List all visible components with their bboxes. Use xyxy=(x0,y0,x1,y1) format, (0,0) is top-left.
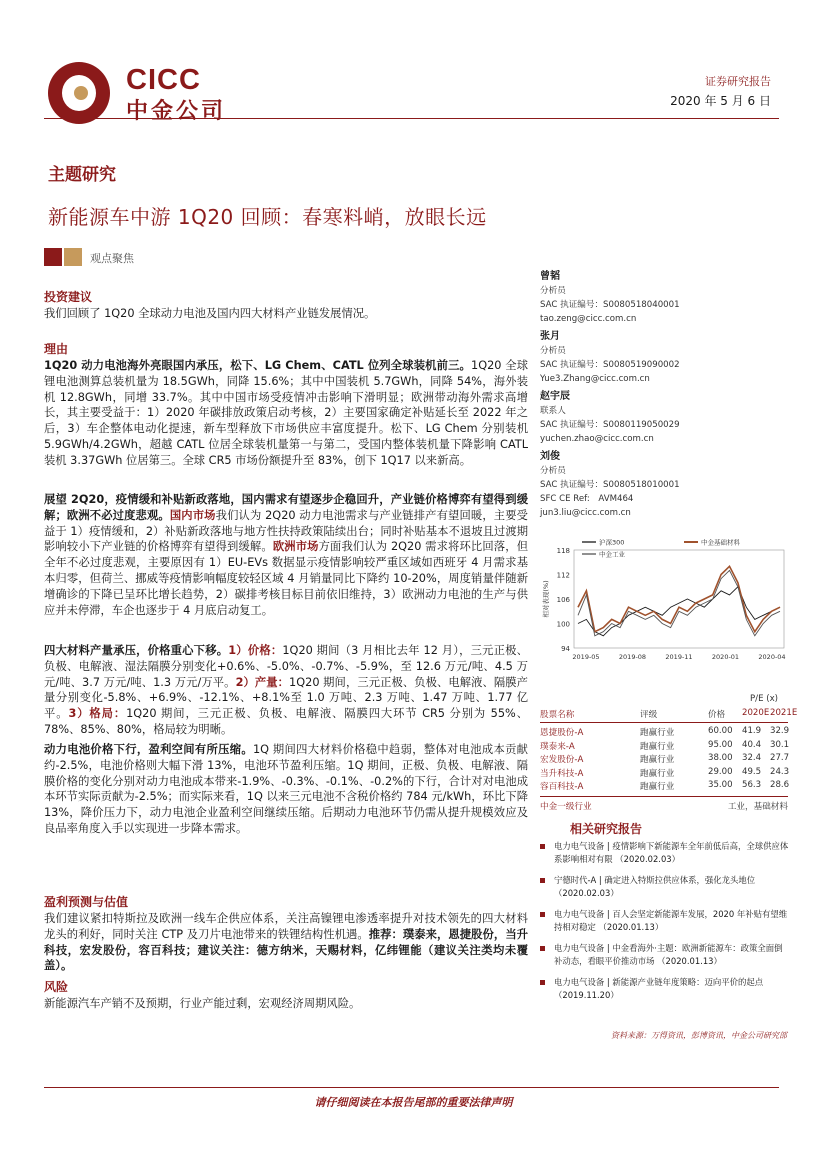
related-title: 相关研究报告 xyxy=(570,822,643,836)
y-axis-label: 相对表现(%) xyxy=(542,580,550,618)
chart-svg xyxy=(540,532,788,672)
related-icon xyxy=(540,820,562,836)
p3-pattern-body: 1Q20 期间，三元正极、负极、电解液、隔膜四大环节 CR5 分别为 55%、78%、85%、80%，格局较为明晰。 xyxy=(44,707,528,736)
cell-price: 95.00 xyxy=(708,739,733,750)
cell-pe2: 27.7 xyxy=(770,753,790,764)
col-price: 价格 xyxy=(708,710,726,720)
cell-pe1: 32.4 xyxy=(742,753,762,764)
cell-rating: 跑赢行业 xyxy=(640,728,675,738)
analyst-4 xyxy=(540,450,788,520)
invest-heading: 投资建议 xyxy=(44,290,93,304)
p2-cn-label: 国内市场 xyxy=(169,508,216,522)
p2-eu-label: 欧洲市场 xyxy=(272,540,319,554)
analyst-role: 分析员 xyxy=(540,466,566,476)
industry-value: 工业，基础材料 xyxy=(727,801,788,812)
cell-name[interactable]: 恩捷股份-A xyxy=(540,728,584,738)
cell-price: 35.00 xyxy=(708,780,733,791)
analyst-block xyxy=(540,270,788,520)
table-row xyxy=(540,753,788,767)
performance-chart xyxy=(540,532,788,672)
analyst-email[interactable]: jun3.liu@cicc.com.cn xyxy=(540,508,631,518)
related-item-text: 电力电气设备 | 百人会坚定新能源车发展，2020 年补贴有望维持相对稳定 （2020.01.13） xyxy=(554,909,788,932)
stock-table xyxy=(540,694,798,812)
cell-name[interactable]: 当升科技-A xyxy=(540,768,584,779)
p1-body: 1Q20 全球锂电池测算总装机量为 18.5GWh，同降 15.6%；其中中国装机 5.7GWh，同降 54%，海外装机 12.8GWh，同增 33.7%。其中中国市场受疫情冲击影响下滑明显；欧洲带动海外需求高增长，其主要受益于：1）2020 年碳排放政策启动考核，2）主要国家确定补贴延长至 2022 年之后，3）车企整体电动化提速，新车型释放下市场供应丰富度提升。松下、LG Chem 分别装机 5.9GWh/4.2GWh，超越 CATL 位居全球装机量第一与第二，受国内整体装机量下降影响 CATL 装机 3.37GWh 位居第三。全球 CR5 市场份额提升至 83%，创下 1Q17 以来新高。 xyxy=(44,359,528,467)
industry-label: 中金一级行业 xyxy=(540,801,592,812)
cell-rating: 跑赢行业 xyxy=(640,782,675,793)
report-type: 证券研究报告 xyxy=(705,75,771,88)
p3-pattern-label: 3）格局： xyxy=(68,707,127,721)
page-title: 新能源车中游 1Q20 回顾：春寒料峭，放眼长远 xyxy=(48,205,487,229)
related-item[interactable] xyxy=(540,976,790,1002)
y-tick-label: 94 xyxy=(561,645,570,653)
analyst-id: SAC 执证编号：S0080518010001 xyxy=(540,480,680,490)
cell-price: 29.00 xyxy=(708,766,733,777)
legend-label: 中金工业 xyxy=(599,550,625,559)
forecast-heading: 盈利预测与估值 xyxy=(44,895,129,909)
cell-pe2: 28.6 xyxy=(770,780,790,791)
analyst-3 xyxy=(540,390,788,446)
analyst-sfc: SFC CE Ref: AVM464 xyxy=(540,494,634,504)
col-pe2: 2021E xyxy=(770,708,798,718)
p4-body: 1Q 期间四大材料价格稳中趋弱，整体对电池成本贡献约-2.5%，电池价格则大幅下滑 13%，电池环节盈利压缩。1Q 期间，正极、负极、电解液、隔膜价格的变化分别对动力电池成本带来-1.9%、-0.3%、-0.1%、-0.2%的下行，合计对对电池成本环节实际贡献为-2.5%；而实际来看，1Q 以来三元电池不含税价格约 784 元/kWh，环比下降 13%，降价压力下，动力电池企业盈利空间继续压缩。后期动力电池环节仍需从提升规模效应及良品率角度入手以实现进一步降本需求。 xyxy=(44,743,528,835)
analyst-name: 刘俊 xyxy=(540,451,560,462)
p3-price-body: 1Q20 期间（3 月相比去年 12 月），三元正极、负极、电解液、湿法隔膜分别变化+0.6%、-5.0%、-0.7%、-5.9%，至 12.6 万元/吨、4.5 万元/吨、3.7 万元/吨、1.3 万元/万平。 xyxy=(44,644,528,689)
footer-rule xyxy=(44,1087,779,1088)
table-row xyxy=(540,726,788,740)
bullet-icon xyxy=(540,946,545,951)
forecast-paragraph xyxy=(44,911,528,974)
bullet-icon xyxy=(540,878,545,883)
table-footer xyxy=(540,796,788,812)
cell-pe2: 32.9 xyxy=(770,726,790,736)
col-name: 股票名称 xyxy=(540,710,575,720)
analyst-email[interactable]: yuchen.zhao@cicc.com.cn xyxy=(540,434,654,444)
legend-label: 沪深300 xyxy=(599,538,625,547)
related-item[interactable] xyxy=(540,942,790,968)
cell-rating: 跑赢行业 xyxy=(640,755,675,766)
reason-paragraph-4 xyxy=(44,742,528,837)
cell-pe1: 49.5 xyxy=(742,766,762,777)
table-header xyxy=(540,708,798,723)
analyst-name: 曾韬 xyxy=(540,271,560,282)
related-item[interactable] xyxy=(540,908,790,934)
report-date: 2020 年 5 月 6 日 xyxy=(670,94,771,108)
related-item[interactable] xyxy=(540,840,790,866)
cicc-logo-mark xyxy=(48,62,110,124)
analyst-email[interactable]: tao.zeng@cicc.com.cn xyxy=(540,314,637,324)
cell-pe1: 40.4 xyxy=(742,739,762,750)
col-pe1: 2020E xyxy=(742,708,770,718)
x-tick-label: 2020-04 xyxy=(758,653,786,661)
related-item[interactable] xyxy=(540,874,790,900)
related-item-text: 电力电气设备 | 中金看海外·主题：欧洲新能源车：政策全面倒补动态，看眼平价推动市场 （2020.01.13） xyxy=(554,943,783,966)
analyst-name: 赵宇辰 xyxy=(540,391,570,402)
risk-heading: 风险 xyxy=(44,980,69,994)
related-item-text: 电力电气设备 | 新能源产业链年度策略：迈向平价的起点 （2019.11.20） xyxy=(554,977,764,1000)
p2-eu-body: 方面我们认为 2Q20 需求将环比回落，但全年不必过度悲观，主要原因有 1）EU-EVs 数据显示疫情影响较严重区域如西班牙 4 月需求基本归零，但荷兰、挪威等疫情影响幅度较轻区域 4 月销量同比下降约 10-20%，周度销量伴随新增确诊的下降已呈环比增长趋势，2）碳排考核目标目前依旧维持，3）欧洲动力电池的生产与供应并未停滞，车企也逐步于 4 月底启动复工。 xyxy=(44,540,528,617)
analyst-email[interactable]: Yue3.Zhang@cicc.com.cn xyxy=(540,374,650,384)
p4-lead: 动力电池价格下行，盈利空间有所压缩。 xyxy=(44,743,253,756)
analyst-role: 分析员 xyxy=(540,346,566,356)
related-item-text: 宁德时代-A | 确定进入特斯拉供应体系，强化龙头地位 （2020.02.03） xyxy=(554,875,756,898)
cell-pe1: 56.3 xyxy=(742,780,762,791)
series-line-1 xyxy=(578,566,780,631)
p3-output-body: 1Q20 期间，三元正极、负极、电解液、隔膜产量分别变化-5.8%、+6.9%、-12.1%、+8.1%至 1.0 万吨、2.3 万吨、1.47 万吨、1.77 亿平。 xyxy=(44,675,528,721)
related-list xyxy=(540,840,790,1010)
analyst-1 xyxy=(540,270,788,326)
cell-pe2: 30.1 xyxy=(770,739,790,750)
p3-price-label: 1）价格： xyxy=(228,644,283,657)
reason-heading: 理由 xyxy=(44,342,69,356)
pe-header: P/E (x) xyxy=(750,694,779,704)
cell-price: 60.00 xyxy=(708,726,733,736)
reason-paragraph-1 xyxy=(44,358,528,469)
cell-name[interactable]: 璞泰来-A xyxy=(540,741,575,752)
related-item-text: 电力电气设备 | 疫情影响下新能源车全年前低后高，全球供应体系影响相对有限 （2020.02.03） xyxy=(554,841,789,864)
cell-rating: 跑赢行业 xyxy=(640,768,675,779)
analyst-2 xyxy=(540,330,788,386)
x-tick-label: 2019-11 xyxy=(665,653,693,661)
cell-price: 38.00 xyxy=(708,753,733,764)
cell-pe2: 24.3 xyxy=(770,766,790,777)
cell-rating: 跑赢行业 xyxy=(640,741,675,752)
p2-cn-body: 我们认为 2Q20 动力电池需求与产业链排产有望回暖，主要受益于 1）疫情缓和，2）补贴新政落地与地方性扶持政策陆续出台；同时补贴基本不退坡且过渡期影响较小下产业链的价格博弈有望得到缓解。 xyxy=(44,508,528,554)
cell-name[interactable]: 容百科技-A xyxy=(540,782,584,793)
reason-paragraph-2 xyxy=(44,492,528,618)
legend-label: 中金基础材料 xyxy=(701,538,740,547)
p3-lead: 四大材料产量承压，价格重心下移。 xyxy=(44,644,229,657)
analyst-id: SAC 执证编号：S0080519090002 xyxy=(540,360,680,370)
viewpoint-label: 观点聚焦 xyxy=(90,252,134,265)
invest-paragraph: 我们回顾了 1Q20 全球动力电池及国内四大材料产业链发展情况。 xyxy=(44,307,376,320)
p3-output-label: 2）产量： xyxy=(235,675,290,689)
p2-lead: 展望 2Q20，疫情缓和补贴新政落地，国内需求有望逐步企稳回升，产业链价格博弈有望得到缓解；欧洲不必过度悲观。 xyxy=(44,493,528,522)
table-row xyxy=(540,780,788,794)
x-tick-label: 2019-05 xyxy=(572,653,600,661)
bullet-icon xyxy=(540,912,545,917)
source-note: 资料来源：万得资讯，彭博资讯，中金公司研究部 xyxy=(611,1031,787,1040)
forecast-body: 我们建议紧扣特斯拉及欧洲一线车企供应体系，关注高镍锂电渗透率提升对技术领先的四大材料龙头的利好，同时关注 CTP 及刀片电池带来的铁锂结构性机遇。 xyxy=(44,912,528,941)
header-rule xyxy=(44,118,779,119)
x-tick-label: 2020-01 xyxy=(711,653,740,661)
legal-footer[interactable]: 请仔细阅读在本报告尾部的重要法律声明 xyxy=(314,1096,513,1109)
bullet-icon xyxy=(540,980,545,985)
cell-pe1: 41.9 xyxy=(742,726,762,736)
analyst-id: SAC 执证编号：S0080119050029 xyxy=(540,420,680,430)
p1-lead: 1Q20 动力电池海外亮眼国内承压，松下、LG Chem、CATL 位列全球装机前三。 xyxy=(44,359,472,372)
cell-name[interactable]: 宏发股份-A xyxy=(540,755,584,766)
forecast-recommend: 推荐：璞泰来，恩捷股份，当升科技，宏发股份，容百科技；建议关注：德方纳米，天赐材料，亿纬锂能（建议关注类均未覆盖）。 xyxy=(44,927,528,973)
table-body xyxy=(540,723,788,794)
table-header-pe xyxy=(540,694,788,708)
x-tick-label: 2019-08 xyxy=(618,653,647,661)
table-row xyxy=(540,740,788,754)
bullet-icon xyxy=(540,844,545,849)
logo-en: CICC xyxy=(126,64,201,96)
viewpoint-marker xyxy=(44,248,62,266)
risk-paragraph: 新能源汽车产销不及预期，行业产能过剩，宏观经济周期风险。 xyxy=(44,997,361,1010)
viewpoint-marker-2 xyxy=(64,248,82,266)
analyst-name: 张月 xyxy=(540,331,560,342)
reason-paragraph-3 xyxy=(44,643,528,738)
section-label: 主题研究 xyxy=(48,165,116,185)
table-row xyxy=(540,767,788,781)
logo-cn: 中金公司 xyxy=(126,99,227,124)
analyst-role: 联系人 xyxy=(540,406,566,416)
y-tick-label: 100 xyxy=(556,620,570,629)
y-tick-label: 118 xyxy=(556,547,570,555)
analyst-role: 分析员 xyxy=(540,286,566,296)
analyst-id: SAC 执证编号：S0080518040001 xyxy=(540,300,680,310)
col-rating: 评级 xyxy=(640,710,658,720)
y-tick-label: 112 xyxy=(556,571,570,580)
y-tick-label: 106 xyxy=(556,596,570,604)
